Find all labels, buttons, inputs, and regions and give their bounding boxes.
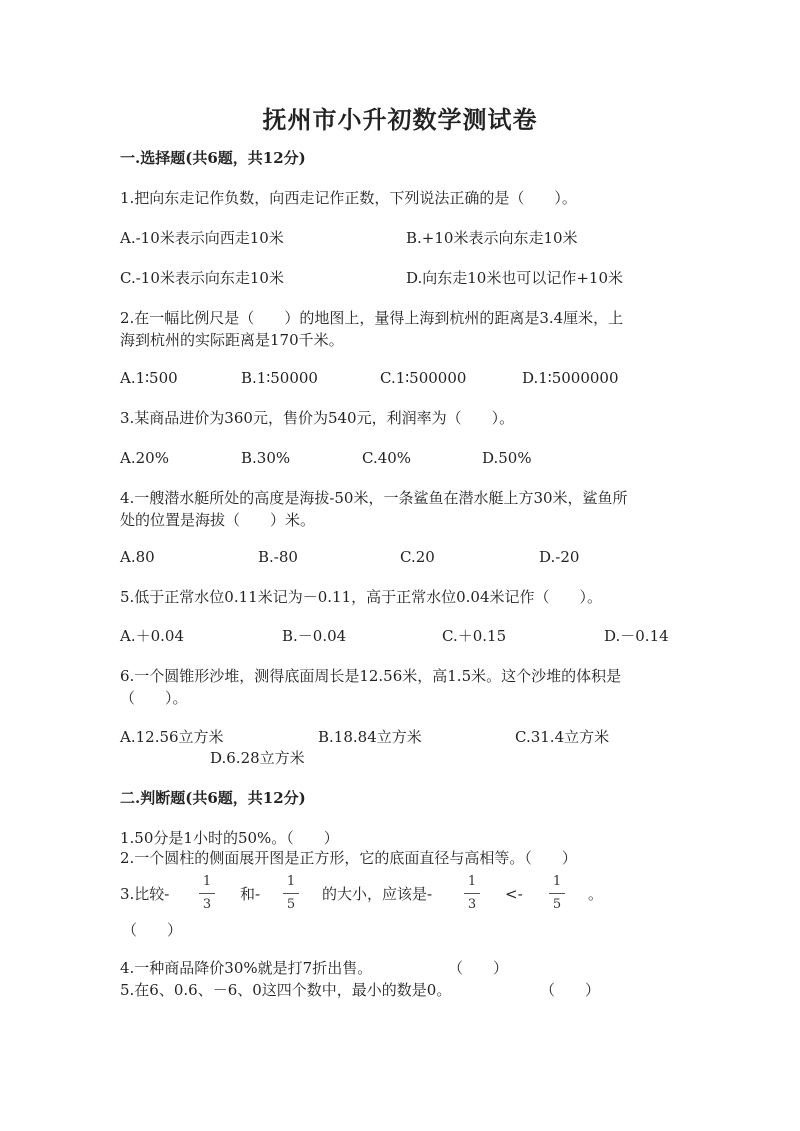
question-3-option-c: C.40%	[362, 449, 412, 467]
question-5-text: 5.低于正常水位0.11米记为－0.11，高于正常水位0.04米记作（ ）。	[120, 588, 603, 606]
question-4-option-a: A.80	[120, 548, 155, 566]
judgment-1-text: 1.50分是1小时的50%。（ ）	[120, 829, 339, 847]
fraction-denominator: 3	[202, 897, 212, 912]
fraction-numerator: 1	[286, 874, 296, 889]
question-2-text-line2: 海到杭州的实际距离是170千米。	[120, 331, 344, 349]
judgment-3-part5: 。	[588, 885, 604, 903]
question-1-text: 1.把向东走记作负数，向西走记作正数，下列说法正确的是（ ）。	[120, 189, 577, 207]
fraction-bar	[283, 893, 299, 894]
fraction-numerator: 1	[467, 874, 477, 889]
question-5-option-b: B.－0.04	[282, 627, 347, 645]
question-4-option-b: B.-80	[258, 548, 298, 566]
question-2-text-line1: 2.在一幅比例尺是（ ）的地图上，量得上海到杭州的距离是3.4厘米，上	[120, 309, 624, 327]
judgment-4-blank: （ ）	[448, 959, 509, 977]
question-6-text-line1: 6.一个圆锥形沙堆，测得底面周长是12.56米，高1.5米。这个沙堆的体积是	[120, 667, 622, 685]
question-1-option-c: C.-10米表示向东走10米	[120, 269, 284, 287]
question-4-option-d: D.-20	[539, 548, 580, 566]
fraction-bar	[549, 893, 565, 894]
question-2-option-c: C.1∶500000	[380, 369, 467, 387]
question-6-text-line2: （ ）。	[120, 689, 188, 707]
question-6-option-c: C.31.4立方米	[515, 728, 610, 746]
question-4-text-line1: 4.一艘潜水艇所处的高度是海拔-50米，一条鲨鱼在潜水艇上方30米，鲨鱼所	[120, 489, 628, 507]
fraction-one-third	[197, 874, 217, 913]
question-3-text: 3.某商品进价为360元，售价为540元，利润率为（ ）。	[120, 409, 515, 427]
page-title: 抚州市小升初数学测试卷	[262, 105, 538, 134]
question-6-option-a: A.12.56立方米	[120, 728, 224, 746]
question-6-option-d: D.6.28立方米	[210, 749, 305, 767]
judgment-3-blank: （ ）	[122, 921, 183, 939]
question-3-option-a: A.20%	[120, 449, 169, 467]
fraction-denominator: 5	[552, 897, 562, 912]
fraction-one-third	[462, 874, 482, 913]
judgment-3-part2: 和-	[240, 885, 261, 903]
question-1-option-a: A.-10米表示向西走10米	[120, 229, 284, 247]
section-heading-judgment: 二.判断题(共6题，共12分)	[120, 789, 306, 807]
section-heading-choice: 一.选择题(共6题，共12分)	[120, 149, 306, 167]
question-6-option-b: B.18.84立方米	[318, 728, 422, 746]
judgment-5-blank: （ ）	[540, 981, 601, 999]
fraction-denominator: 5	[286, 897, 296, 912]
question-1-option-d: D.向东走10米也可以记作+10米	[406, 269, 624, 287]
fraction-denominator: 3	[467, 897, 477, 912]
question-5-option-d: D.－0.14	[604, 627, 669, 645]
fraction-bar	[199, 893, 215, 894]
judgment-3-part4: <-	[505, 885, 523, 903]
question-5-option-a: A.＋0.04	[120, 627, 184, 645]
fraction-numerator: 1	[552, 874, 562, 889]
judgment-4-text: 4.一种商品降价30%就是打7折出售。	[120, 959, 373, 977]
fraction-bar	[464, 893, 480, 894]
question-5-option-c: C.＋0.15	[442, 627, 507, 645]
fraction-one-fifth	[281, 874, 301, 913]
question-3-option-d: D.50%	[482, 449, 532, 467]
judgment-5-text: 5.在6、0.6、－6、0这四个数中，最小的数是0。	[120, 981, 452, 999]
fraction-one-fifth	[547, 874, 567, 913]
judgment-3-part1: 3.比较-	[120, 885, 170, 903]
judgment-3-part3: 的大小，应该是-	[322, 885, 433, 903]
question-2-option-a: A.1∶500	[120, 369, 178, 387]
question-2-option-b: B.1∶50000	[241, 369, 318, 387]
question-1-option-b: B.+10米表示向东走10米	[406, 229, 578, 247]
question-4-text-line2: 处的位置是海拔（ ）米。	[120, 511, 316, 529]
fraction-numerator: 1	[202, 874, 212, 889]
judgment-2-text: 2.一个圆柱的侧面展开图是正方形，它的底面直径与高相等。（ ）	[120, 849, 577, 867]
question-2-option-d: D.1∶5000000	[522, 369, 619, 387]
question-4-option-c: C.20	[400, 548, 435, 566]
question-3-option-b: B.30%	[241, 449, 291, 467]
